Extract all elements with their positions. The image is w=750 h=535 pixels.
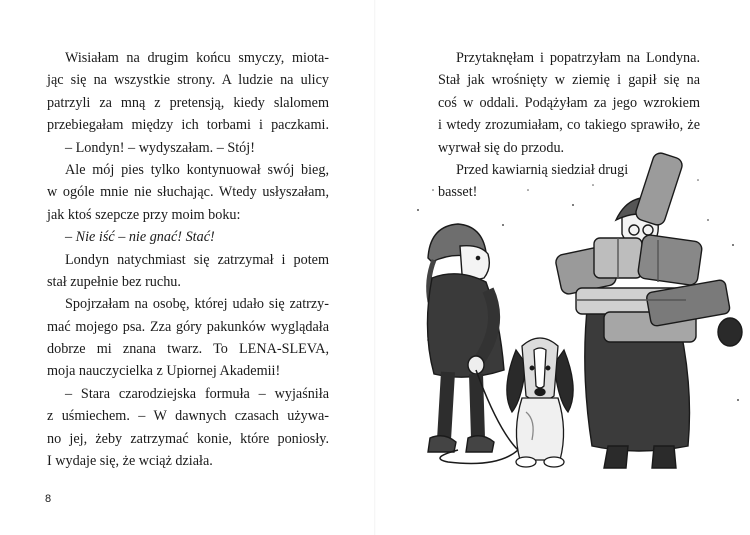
text-line: wyrwał się do przodu. (438, 139, 565, 156)
teacher-with-parcels (554, 151, 742, 468)
text-line: Ale mój pies tylko kontynuował swój bieg, (65, 161, 329, 178)
text-line: patrzyli za mną z pretensją, kiedy slalomem (47, 94, 329, 111)
text-line: Przed kawiarnią siedział drugi (456, 161, 629, 178)
text-line: Przytaknęłam i popatrzyłam na Londyna. (456, 50, 700, 66)
text-line: z uśmiechem. – W dawnych czasach używa- (47, 408, 329, 425)
text-line: moja nauczycielka z Upiornej Akademii! (47, 363, 281, 380)
page-number: 8 (45, 493, 52, 505)
text-line: – Stara czarodziejska formuła – wyjaśniła (65, 385, 329, 402)
text-line: – Londyn! – wydyszałam. – Stój! (65, 139, 255, 156)
basset-dog (507, 338, 573, 467)
text-line: coś w oddali. Podążyłam za jego wzrokiem (438, 94, 700, 111)
text-line: stał zupełnie bez ruchu. (47, 273, 181, 290)
text-line: jąc się na wszystkie strony. A ludzie na ulicy (47, 72, 329, 89)
girl-figure (427, 224, 504, 452)
text-line: jak ktoś szepcze przy moim boku: (47, 206, 241, 223)
text-line: i wtedy zrozumiałam, co takiego sprawiło, że (438, 117, 700, 134)
illustration (408, 150, 750, 485)
text-line: no jej, żeby zatrzymać konie, które poniosły. (47, 430, 329, 447)
text-line: dobrze mi znana twarz. To LENA-SLEVA, (47, 341, 329, 358)
text-line: Londyn natychmiast się zatrzymał i potem (65, 251, 329, 268)
left-page-text (47, 47, 329, 472)
text-line: przebiegałam między ich torbami i paczkami. (47, 117, 329, 134)
text-line: Spojrzałam na osobę, której udało się zatrzy- (65, 296, 329, 313)
text-line: basset! (438, 184, 478, 201)
text-line: I wydaje się, że wciąż działa. (47, 453, 213, 470)
text-line: mać mojego psa. Zza góry pakunków wyglądała (47, 318, 329, 335)
text-line: Wisiałam na drugim końcu smyczy, miota- (65, 50, 329, 66)
text-line: w ogóle mnie nie słuchając. Wtedy usłyszałam, (47, 184, 329, 201)
text-line-italic: – Nie iść – nie gnać! Stać! (65, 229, 215, 246)
text-line: Stał jak wrośnięty w ziemię i gapił się na (438, 72, 700, 89)
